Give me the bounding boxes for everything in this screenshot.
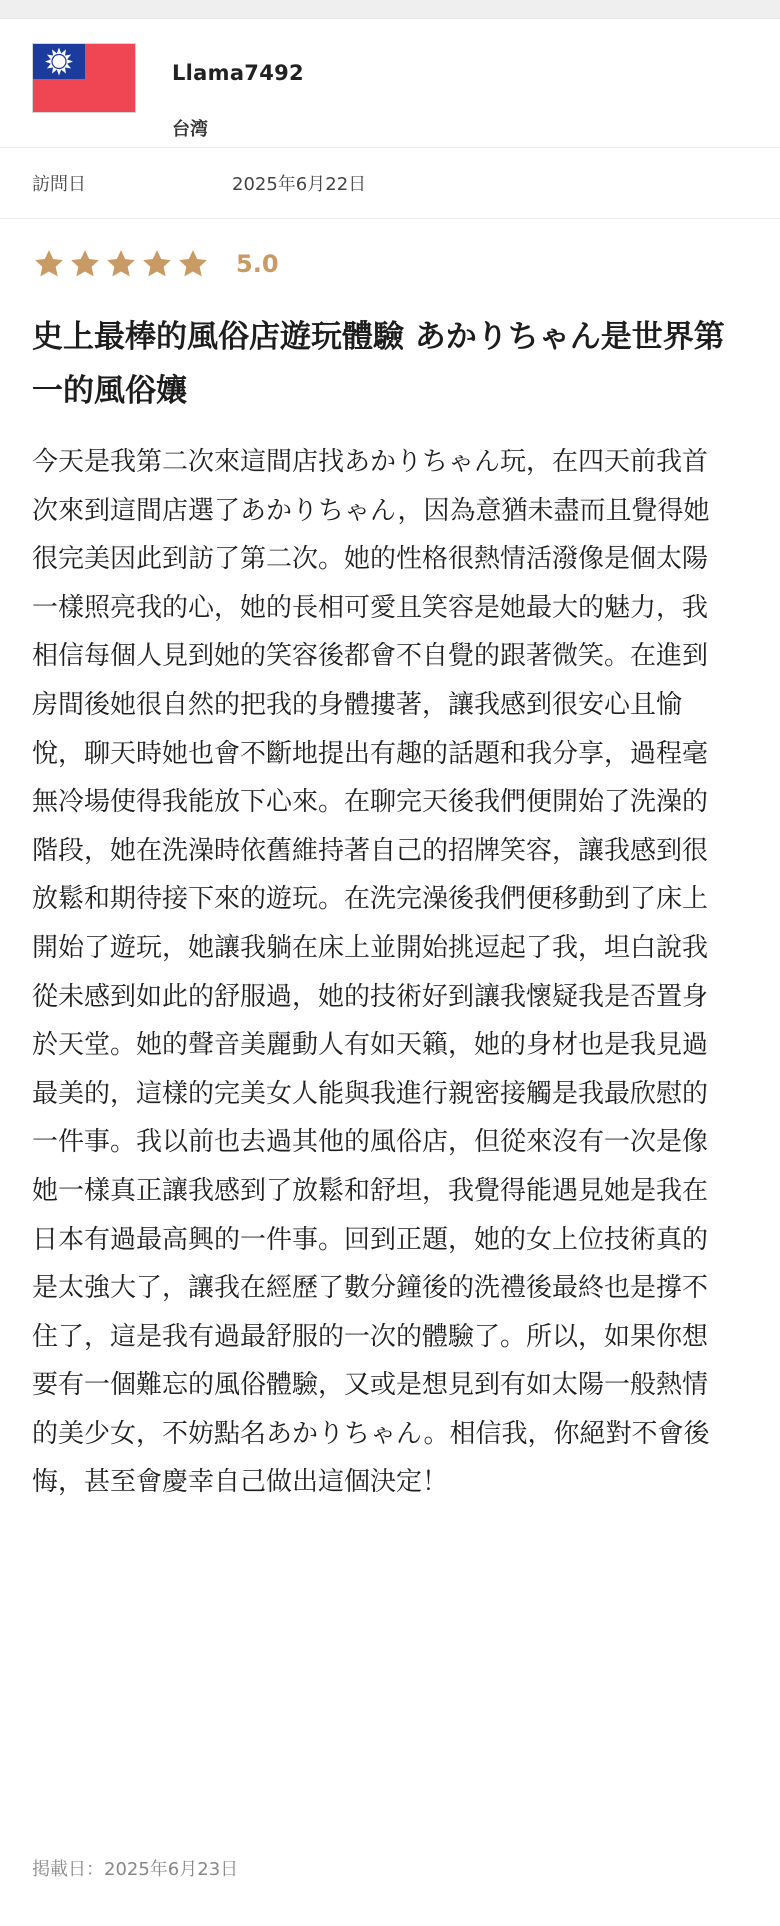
star-icon — [68, 247, 102, 281]
reviewer-header — [0, 19, 780, 148]
top-strip — [0, 0, 780, 19]
reviewer-username[interactable]: Llama7492 — [172, 61, 304, 85]
rating-row — [32, 244, 279, 284]
review-body: 今天是我第二次來這間店找あかりちゃん玩，在四天前我首次來到這間店選了あかりちゃん，因為意猶未盡而且覺得她很完美因此到訪了第二次。她的性格很熱情活潑像是個太陽一樣照亮我的心，她的長相可愛且笑容是她最大的魅力，我相信每個人見到她的笑容後都會不自覺的跟著微笑。在進到房間後她很自然的把我的身體摟著，讓我感到很安心且愉悅，聊天時她也會不斷地提出有趣的話題和我分享，過程毫無冷場使得我能放下心來。在聊完天後我們便開始了洗澡的階段，她在洗澡時依舊維持著自己的招牌笑容，讓我感到很放鬆和期待接下來的遊玩。在洗完澡後我們便移動到了床上開始了遊玩，她讓我躺在床上並開始挑逗起了我，坦白說我從未感到如此的舒服過，她的技術好到讓我懷疑我是否置身於天堂。她的聲音美麗動人有如天籟，她的身材也是我見過最美的，這樣的完美女人能與我進行親密接觸是我最欣慰的一件事。我以前也去過其他的風俗店，但從來沒有一次是像她一樣真正讓我感到了放鬆和舒坦，我覺得能遇見她是我在日本有過最高興的一件事。回到正題，她的女上位技術真的是太強大了，讓我在經歷了數分鐘後的洗禮後最終也是撐不住了，這是我有過最舒服的一次的體驗了。所以，如果你想要有一個難忘的風俗體驗，又或是想見到有如太陽一般熱情的美少女，不妨點名あかりちゃん。相信我，你絕對不會後悔，甚至會慶幸自己做出這個決定！ — [32, 447, 710, 1498]
rating-score: 5.0 — [236, 250, 279, 278]
flag-canton — [33, 44, 85, 79]
star-rating — [32, 247, 210, 281]
star-icon — [32, 247, 66, 281]
white-sun-icon — [33, 44, 85, 79]
reviewer-country: 台湾 — [172, 119, 208, 140]
posted-date: 掲載日：2025年6月23日 — [32, 1859, 239, 1880]
visit-date-value: 2025年6月22日 — [232, 174, 367, 195]
star-icon — [176, 247, 210, 281]
visit-date-row — [0, 148, 780, 219]
star-icon — [140, 247, 174, 281]
star-icon — [104, 247, 138, 281]
review-title: 史上最棒的風俗店遊玩體驗 あかりちゃん是世界第一的風俗孃 — [32, 319, 725, 409]
visit-date-label: 訪問日 — [32, 174, 86, 195]
taiwan-flag-icon — [32, 43, 136, 113]
